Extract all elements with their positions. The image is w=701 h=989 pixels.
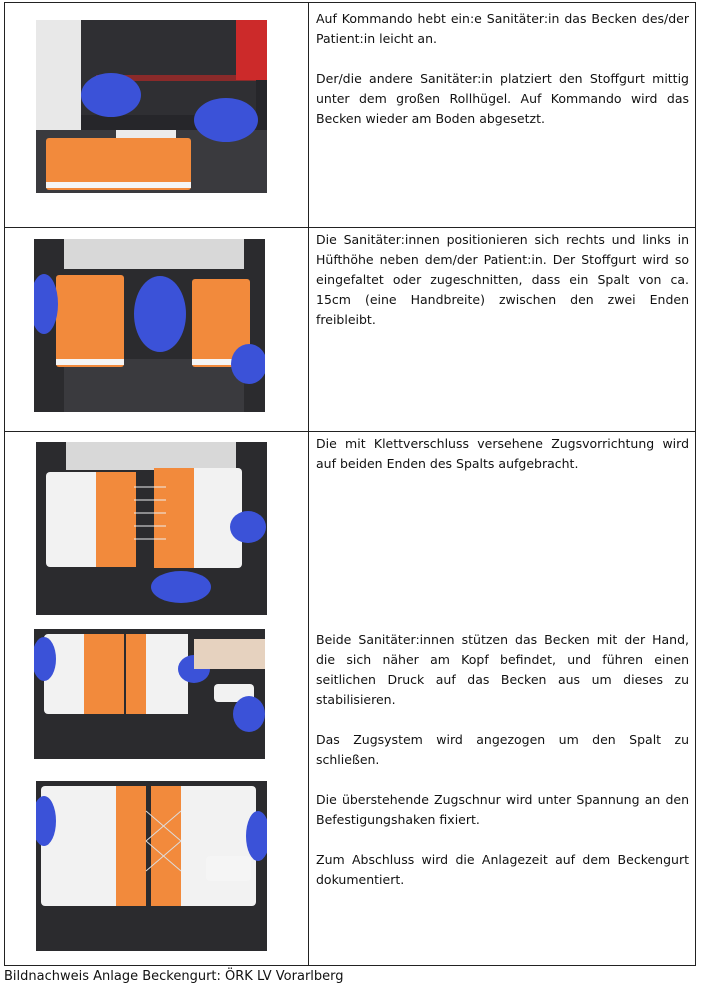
table-row xyxy=(5,228,695,432)
step-text xyxy=(316,630,689,910)
step-paragraph: Beide Sanitäter:innen stützen das Becken mit der Hand, die sich näher am Kopf befindet, und führen einen seitlichen Druck auf das Becken aus um dieses zu stabilisieren. xyxy=(316,632,689,707)
step-text xyxy=(316,434,689,494)
step-paragraph: Die Sanitäter:innen positionieren sich rechts und links in Hüfthöhe neben dem/der Patient:in. Der Stoffgurt wird so eingefaltet oder zugeschnitten, dass ein Spalt von ca. 15cm (eine Handbreite) zwischen den zwei Enden freibleibt. xyxy=(316,232,689,327)
table-row xyxy=(5,432,695,965)
step-paragraph: Die überstehende Zugschnur wird unter Spannung an den Befestigungshaken fixiert. xyxy=(316,792,689,827)
step-text xyxy=(316,230,689,350)
step-paragraph: Der/die andere Sanitäter:in platziert den Stoffgurt mittig unter dem großen Rollhügel. Auf Kommando wird das Becken wieder am Boden abgesetzt. xyxy=(316,71,689,126)
photo-tension-system-pulled xyxy=(34,629,265,759)
image-credit: Bildnachweis Anlage Beckengurt: ÖRK LV Vorarlberg xyxy=(4,969,344,984)
column-divider xyxy=(308,3,309,965)
photo-belt-placement xyxy=(36,20,267,193)
step-paragraph: Die mit Klettverschluss versehene Zugsvorrichtung wird auf beiden Enden des Spalts aufgebracht. xyxy=(316,436,689,471)
step-paragraph: Auf Kommando hebt ein:e Sanitäter:in das Becken des/der Patient:in leicht an. xyxy=(316,11,689,46)
instruction-table xyxy=(4,2,696,966)
photo-tension-device-attached xyxy=(36,442,267,615)
photo-belt-folded xyxy=(34,239,265,412)
step-paragraph: Das Zugsystem wird angezogen um den Spalt zu schließen. xyxy=(316,732,689,767)
table-row xyxy=(5,3,695,228)
photo-belt-closed xyxy=(36,781,267,951)
step-paragraph: Zum Abschluss wird die Anlagezeit auf dem Beckengurt dokumentiert. xyxy=(316,852,689,887)
step-text xyxy=(316,9,689,149)
